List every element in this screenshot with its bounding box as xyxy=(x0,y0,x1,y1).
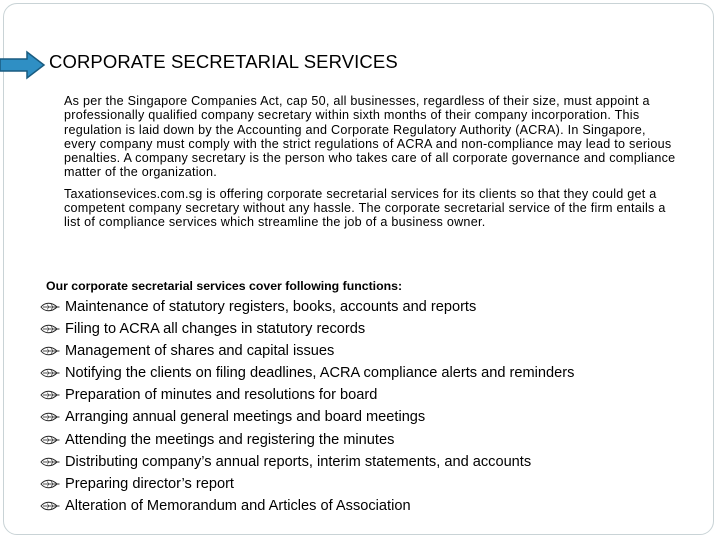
functions-heading: Our corporate secretarial services cover following functions: xyxy=(46,279,403,293)
list-item xyxy=(40,495,574,517)
right-arrow-icon xyxy=(0,50,46,80)
list-item xyxy=(40,362,574,384)
leaf-bullet-icon xyxy=(40,384,62,406)
list-item-text: Management of shares and capital issues xyxy=(65,343,335,360)
list-item xyxy=(40,451,574,473)
intro-text xyxy=(64,94,679,230)
leaf-bullet-icon xyxy=(40,318,62,340)
intro-paragraph-2: Taxationsevices.com.sg is offering corporate secretarial services for its clients so that they could get a competent company secretary without any hassle. The corporate secretarial service of the firm entails a list of compliance services which streamline the job of a business owner. xyxy=(64,186,666,230)
leaf-bullet-icon xyxy=(40,340,62,362)
list-item xyxy=(40,318,574,340)
leaf-bullet-icon xyxy=(40,429,62,451)
list-item xyxy=(40,406,574,428)
list-item xyxy=(40,340,574,362)
list-item xyxy=(40,384,574,406)
list-item xyxy=(40,429,574,451)
functions-list xyxy=(40,296,574,517)
leaf-bullet-icon xyxy=(40,451,62,473)
list-item-text: Distributing company’s annual reports, interim statements, and accounts xyxy=(65,453,532,470)
list-item-text: Attending the meetings and registering the minutes xyxy=(65,431,395,448)
leaf-bullet-icon xyxy=(40,296,62,318)
list-item xyxy=(40,296,574,318)
leaf-bullet-icon xyxy=(40,495,62,517)
page-title: CORPORATE SECRETARIAL SERVICES xyxy=(49,51,398,72)
list-item xyxy=(40,473,574,495)
list-item-text: Notifying the clients on filing deadlines, ACRA compliance alerts and reminders xyxy=(65,365,575,382)
leaf-bullet-icon xyxy=(40,473,62,495)
list-item-text: Filing to ACRA all changes in statutory records xyxy=(65,321,366,338)
list-item-text: Arranging annual general meetings and board meetings xyxy=(65,409,426,426)
intro-paragraph-1: As per the Singapore Companies Act, cap 50, all businesses, regardless of their size, must appoint a professionally qualified company secretary within sixth months of their company incorporation. This regulation is laid down by the Accounting and Corporate Regulatory Authority (ACRA). In Singapore, every company must comply with the strict regulations of ACRA and non-compliance may lead to serious penalties. A company secretary is the person who takes care of all corporate governance and compliance matter of the organization. xyxy=(64,94,676,180)
list-item-text: Alteration of Memorandum and Articles of Association xyxy=(65,497,411,514)
leaf-bullet-icon xyxy=(40,406,62,428)
list-item-text: Preparing director’s report xyxy=(65,475,234,492)
leaf-bullet-icon xyxy=(40,362,62,384)
list-item-text: Preparation of minutes and resolutions for board xyxy=(65,387,378,404)
list-item-text: Maintenance of statutory registers, books, accounts and reports xyxy=(65,299,477,315)
